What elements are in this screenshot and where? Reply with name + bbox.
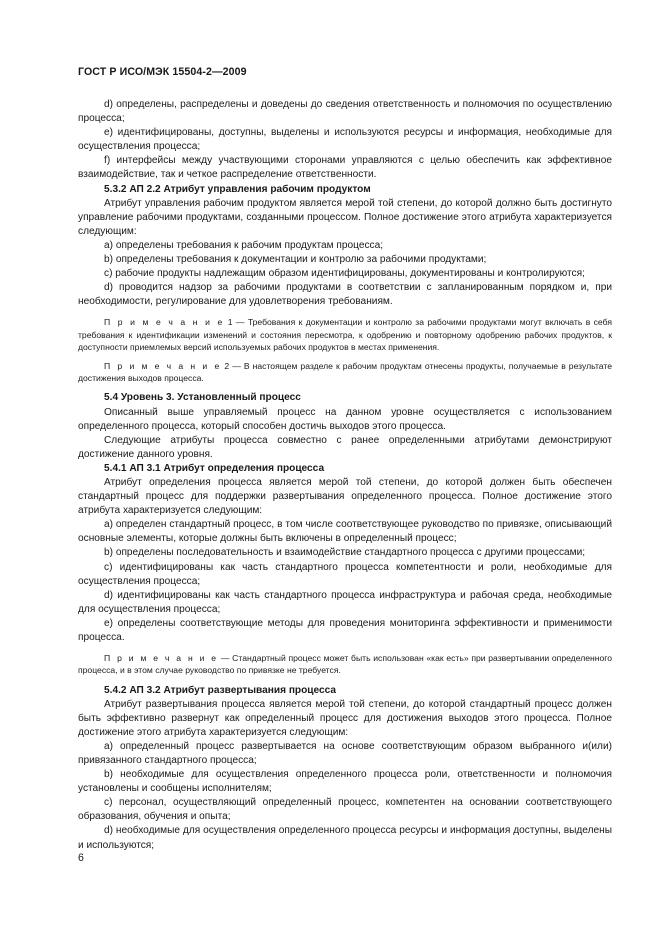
paragraph: b) определены последовательность и взаимодействие стандартного процесса с другими процессами; [104, 547, 586, 559]
paragraph: e) идентифицированы, доступны, выделены и используются ресурсы и информация, необходимые для осуществления процесса; [78, 127, 612, 153]
paragraph: a) определены требования к рабочим продуктам процесса; [104, 239, 384, 251]
paragraph: b) определены требования к документации и контролю за рабочими продуктами; [104, 254, 487, 266]
note-label: П р и м е ч а н и е [104, 653, 219, 664]
note-text: — Стандартный процесс может быть использован «как есть» при развертывании определенного процесса, и в этом случае руководство по привязке не требуется. [78, 653, 612, 676]
section-heading: 5.4.1 АП 3.1 Атрибут определения процесса [104, 462, 325, 474]
note-label: П р и м е ч а н и е [104, 317, 225, 328]
note-label: П р и м е ч а н и е [104, 361, 222, 372]
paragraph: d) проводится надзор за рабочими продуктами в соответствии с запланированным порядком и, при необходимости, регулирование для удовлетворения требованиям. [78, 282, 612, 308]
note-text: 2 — В настоящем разделе к рабочим продуктам отнесены продукты, получаемые в результате достижения выходов процесса. [78, 361, 612, 384]
paragraph: f) интерфейсы между участвующими сторонами управляются с целью обеспечить как эффективное взаимодействие, так и четкое распределение ответственности. [78, 155, 612, 181]
paragraph: b) необходимые для осуществления определенного процесса роли, ответственности и полномочия установлены и сообщены исполнителям; [78, 769, 612, 795]
document-header: ГОСТ Р ИСО/МЭК 15504-2—2009 [78, 66, 247, 78]
document-body [78, 98, 612, 853]
page-number: 6 [78, 852, 84, 864]
paragraph: Атрибут развертывания процесса является мерой той степени, до которой стандартный процесс должен быть эффективно развернут как определенный процесс для достижения выходов этого процесса. Полное достижение этого атрибута характеризуется следующим: [78, 698, 612, 738]
section-heading: 5.3.2 АП 2.2 Атрибут управления рабочим продуктом [104, 183, 371, 195]
section-heading: 5.4 Уровень 3. Установленный процесс [104, 392, 301, 404]
paragraph: d) необходимые для осуществления определенного процесса ресурсы и информация доступны, выделены и используются; [78, 825, 612, 851]
paragraph: c) идентифицированы как часть стандартного процесса компетентности и роли, необходимые для осуществления процесса; [78, 561, 612, 587]
paragraph: Атрибут управления рабочим продуктом является мерой той степени, до которой должно быть достигнуто управление рабочими продуктами, созданными процессом. Полное достижение этого атрибута характеризуется следующим: [78, 197, 612, 237]
paragraph: a) определен стандартный процесс, в том числе соответствующее руководство по привязке, описывающий основные элементы, которые должны быть включены в определенный процесс; [78, 519, 612, 545]
section-heading: 5.4.2 АП 3.2 Атрибут развертывания процесса [104, 684, 337, 696]
paragraph: e) определены соответствующие методы для проведения мониторинга эффективности и применимости процесса. [78, 617, 612, 644]
paragraph: Следующие атрибуты процесса совместно с ранее определенными атрибутами демонстрируют достижение данного уровня. [78, 434, 612, 460]
paragraph: d) определены, распределены и доведены до сведения ответственность и полномочия по осуществлению процесса; [78, 99, 612, 125]
note [78, 652, 612, 676]
note [78, 316, 612, 353]
note-text: 1 — Требования к документации и контролю за рабочими продуктами могут включать в себя требования к идентификации изменений и состояния пересмотра, к одобрению и повторному одобрению рабочих продуктов, к доступности приемлемых версий используемых рабочих продуктов в местах применения. [78, 317, 613, 352]
paragraph: c) персонал, осуществляющий определенный процесс, компетентен на основании соответствующего образования, обучения и опыта; [78, 797, 612, 823]
paragraph: c) рабочие продукты надлежащим образом идентифицированы, документированы и контролируются; [104, 268, 585, 280]
paragraph: a) определенный процесс развертывается на основе соответствующим образом выбранного и(или) привязанного стандартного процесса; [78, 740, 612, 766]
paragraph: Описанный выше управляемый процесс на данном уровне осуществляется с использованием определенного процесса, который способен достичь выходов этого процесса. [78, 406, 612, 432]
paragraph: Атрибут определения процесса является мерой той степени, до которой должен быть обеспечен стандартный процесс для поддержки развертывания определенного процесса. Полное достижение этого атрибута характеризуется следующим: [78, 476, 612, 517]
note [78, 360, 612, 384]
paragraph: d) идентифицированы как часть стандартного процесса инфраструктура и рабочая среда, необходимые для осуществления процесса; [78, 589, 612, 615]
